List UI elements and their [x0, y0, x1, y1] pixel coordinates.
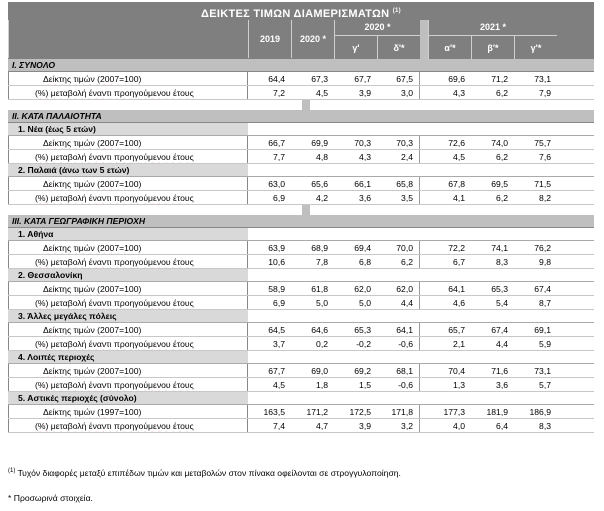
value-cell: 65,3	[354, 325, 371, 335]
subsection-new-label: 1. Νέα (έως 5 ετών)	[8, 123, 248, 135]
value-cell: 171,8	[377, 405, 420, 418]
table-title	[8, 2, 594, 20]
value-cell: 61,8	[311, 284, 328, 294]
value-cell: 70,3	[377, 136, 420, 149]
value-cell: 6,2	[496, 88, 508, 98]
row-label: Δείκτης τιμών (2007=100)	[43, 366, 142, 376]
header-2021-q2: β'*	[471, 36, 514, 59]
row-label: (%) μεταβολή έναντι προηγούμενου έτους	[35, 421, 194, 431]
row-label: (%) μεταβολή έναντι προηγούμενου έτους	[35, 339, 194, 349]
row-gap	[8, 205, 594, 215]
value-cell: 70,3	[354, 138, 371, 148]
value-cell: 7,9	[539, 88, 551, 98]
header-label-cell	[8, 20, 248, 58]
value-cell: 71,2	[491, 74, 508, 84]
value-cell: 4,5	[316, 88, 328, 98]
value-cell: 7,6	[539, 152, 551, 162]
value-cell: 75,7	[534, 138, 551, 148]
value-cell: 64,5	[268, 325, 285, 335]
row-label: (%) μεταβολή έναντι προηγούμενου έτους	[35, 257, 194, 267]
value-cell: 64,6	[311, 325, 328, 335]
value-cell: 65,6	[311, 179, 328, 189]
table-row	[8, 72, 594, 86]
value-cell: 4,5	[453, 152, 465, 162]
subsection-old-label: 2. Παλαιά (άνω των 5 ετών)	[8, 164, 248, 176]
table-row	[8, 136, 594, 150]
price-index-table	[8, 2, 594, 433]
value-cell: 4,2	[316, 193, 328, 203]
value-cell: 2,4	[377, 150, 420, 163]
row-label: Δείκτης τιμών (1997=100)	[43, 407, 142, 417]
value-cell: 63,0	[268, 179, 285, 189]
value-cell: 4,5	[273, 380, 285, 390]
footnote-provisional: * Προσωρινά στοιχεία.	[8, 493, 93, 503]
value-cell: 68,9	[311, 243, 328, 253]
value-cell: 73,1	[534, 366, 551, 376]
section-total: I. ΣΥΝΟΛΟ	[8, 59, 594, 72]
value-cell: 76,2	[534, 243, 551, 253]
row-label: (%) μεταβολή έναντι προηγούμενου έτους	[35, 88, 194, 98]
value-cell: 66,1	[354, 179, 371, 189]
value-cell: 8,3	[496, 257, 508, 267]
row-label: (%) μεταβολή έναντι προηγούμενου έτους	[35, 193, 194, 203]
value-cell: 5,9	[539, 339, 551, 349]
value-cell: 74,1	[491, 243, 508, 253]
header-group-2020	[334, 20, 420, 59]
table-header	[8, 20, 594, 59]
value-cell: 65,3	[491, 284, 508, 294]
header-2020-q4: δ'*	[377, 36, 420, 59]
value-cell: 65,8	[377, 177, 420, 190]
value-cell: 69,0	[311, 366, 328, 376]
header-2021-q3: γ'*	[514, 36, 557, 59]
subsection-thessaloniki	[8, 269, 594, 282]
value-cell: 4,8	[316, 152, 328, 162]
value-cell: 62,0	[354, 284, 371, 294]
value-cell: 3,9	[359, 421, 371, 431]
value-cell: 7,4	[273, 421, 285, 431]
row-label: (%) μεταβολή έναντι προηγούμενου έτους	[35, 152, 194, 162]
subsection-urban-label: 5. Αστικές περιοχές (σύνολο)	[8, 392, 248, 404]
value-cell: 8,2	[539, 193, 551, 203]
value-cell: 69,2	[354, 366, 371, 376]
value-cell: 181,9	[486, 407, 508, 417]
value-cell: 64,4	[268, 74, 285, 84]
value-cell: 65,7	[448, 325, 465, 335]
value-cell: 1,5	[359, 380, 371, 390]
value-cell: 0,2	[316, 339, 328, 349]
value-cell: -0,6	[377, 378, 420, 391]
value-cell: 3,0	[377, 86, 420, 99]
value-cell: 5,0	[316, 298, 328, 308]
value-cell: 177,3	[443, 407, 465, 417]
table-row	[8, 191, 594, 205]
row-label: Δείκτης τιμών (2007=100)	[43, 179, 142, 189]
subsection-new	[8, 123, 594, 136]
value-cell: 3,6	[359, 193, 371, 203]
value-cell: 66,7	[268, 138, 285, 148]
value-cell: 4,0	[453, 421, 465, 431]
value-cell: 6,4	[496, 421, 508, 431]
value-cell: -0,6	[377, 337, 420, 350]
subsection-other	[8, 351, 594, 364]
value-cell: 71,5	[534, 179, 551, 189]
value-cell: 64,1	[377, 323, 420, 336]
value-cell: 172,5	[349, 407, 371, 417]
header-spacer	[420, 20, 428, 59]
section-age: II. ΚΑΤΑ ΠΑΛΑΙΟΤΗΤΑ	[8, 110, 594, 123]
table-title-note: (1)	[392, 8, 401, 14]
table-row	[8, 419, 594, 433]
value-cell: 73,1	[534, 74, 551, 84]
value-cell: 5,7	[539, 380, 551, 390]
value-cell: 2,1	[453, 339, 465, 349]
table-row	[8, 150, 594, 164]
value-cell: 8,3	[539, 421, 551, 431]
value-cell: 4,6	[453, 298, 465, 308]
subsection-thessaloniki-label: 2. Θεσσαλονίκη	[8, 269, 248, 281]
value-cell: 3,7	[273, 339, 285, 349]
value-cell: 3,6	[496, 380, 508, 390]
value-cell: 6,2	[496, 152, 508, 162]
table-row	[8, 337, 594, 351]
value-cell: 1,3	[453, 380, 465, 390]
value-cell: 69,1	[534, 325, 551, 335]
value-cell: 6,9	[273, 298, 285, 308]
row-label: Δείκτης τιμών (2007=100)	[43, 284, 142, 294]
value-cell: 72,2	[448, 243, 465, 253]
value-cell: 171,2	[306, 407, 328, 417]
value-cell: 67,7	[354, 74, 371, 84]
value-cell: 69,5	[491, 179, 508, 189]
section-geo: III. ΚΑΤΑ ΓΕΩΓΡΑΦΙΚΗ ΠΕΡΙΟΧΗ	[8, 215, 594, 228]
value-cell: 4,3	[453, 88, 465, 98]
row-label: Δείκτης τιμών (2007=100)	[43, 74, 142, 84]
row-label: Δείκτης τιμών (2007=100)	[43, 243, 142, 253]
value-cell: 69,6	[448, 74, 465, 84]
value-cell: 71,6	[491, 366, 508, 376]
table-row	[8, 177, 594, 191]
table-row	[8, 296, 594, 310]
value-cell: 62,0	[377, 282, 420, 295]
value-cell: 4,3	[359, 152, 371, 162]
table-row	[8, 323, 594, 337]
value-cell: 67,5	[377, 72, 420, 85]
footnote-rounding-mark: (1)	[8, 468, 16, 474]
row-label: Δείκτης τιμών (2007=100)	[43, 325, 142, 335]
value-cell: 63,9	[268, 243, 285, 253]
value-cell: 6,2	[496, 193, 508, 203]
value-cell: 67,4	[534, 284, 551, 294]
table-row	[8, 405, 594, 419]
value-cell: 67,7	[268, 366, 285, 376]
value-cell: 68,1	[377, 364, 420, 377]
header-2021-q1: α'*	[444, 42, 456, 53]
value-cell: 69,4	[354, 243, 371, 253]
header-group-2021-title: 2021 *	[429, 20, 557, 36]
value-cell: 7,2	[273, 88, 285, 98]
row-label: Δείκτης τιμών (2007=100)	[43, 138, 142, 148]
value-cell: 186,9	[529, 407, 551, 417]
value-cell: 3,5	[377, 191, 420, 204]
value-cell: 74,0	[491, 138, 508, 148]
value-cell: 5,0	[359, 298, 371, 308]
value-cell: 4,7	[316, 421, 328, 431]
table-row	[8, 364, 594, 378]
subsection-cities-label: 3. Άλλες μεγάλες πόλεις	[8, 310, 248, 322]
subsection-other-label: 4. Λοιπές περιοχές	[8, 351, 248, 363]
value-cell: 67,3	[311, 74, 328, 84]
value-cell: 69,9	[311, 138, 328, 148]
footnote-rounding-text: Τυχόν διαφορές μεταξύ επιπέδων τιμών και μεταβολών στον πίνακα οφείλονται σε στρογγυλοποίηση.	[17, 468, 401, 478]
value-cell: 7,8	[316, 257, 328, 267]
value-cell: 70,0	[377, 241, 420, 254]
header-group-2021	[428, 20, 557, 59]
footnote-rounding	[8, 468, 401, 478]
header-2019: 2019	[248, 20, 291, 58]
value-cell: 8,7	[539, 298, 551, 308]
header-2020: 2020 *	[291, 20, 334, 58]
value-cell: 7,7	[273, 152, 285, 162]
value-cell: 4,4	[377, 296, 420, 309]
value-cell: 67,4	[491, 325, 508, 335]
value-cell: 6,9	[273, 193, 285, 203]
subsection-athens-label: 1. Αθήνα	[8, 228, 248, 240]
row-label: (%) μεταβολή έναντι προηγούμενου έτους	[35, 298, 194, 308]
table-row	[8, 378, 594, 392]
value-cell: 4,4	[496, 339, 508, 349]
value-cell: 64,1	[448, 284, 465, 294]
value-cell: 9,8	[539, 257, 551, 267]
subsection-cities	[8, 310, 594, 323]
value-cell: 5,4	[496, 298, 508, 308]
value-cell: 6,2	[377, 255, 420, 268]
value-cell: 70,4	[448, 366, 465, 376]
value-cell: 10,6	[268, 257, 285, 267]
table-row	[8, 241, 594, 255]
value-cell: 4,1	[453, 193, 465, 203]
table-row	[8, 86, 594, 100]
value-cell: 3,9	[359, 88, 371, 98]
header-group-2020-title: 2020 *	[335, 20, 420, 36]
row-label: (%) μεταβολή έναντι προηγούμενου έτους	[35, 380, 194, 390]
row-gap	[8, 100, 594, 110]
header-2020-q3: γ'	[352, 42, 360, 53]
table-title-text: ΔΕΙΚΤΕΣ ΤΙΜΩΝ ΔΙΑΜΕΡΙΣΜΑΤΩΝ	[201, 8, 390, 20]
subsection-athens	[8, 228, 594, 241]
table-row	[8, 255, 594, 269]
value-cell: -0,2	[356, 339, 371, 349]
value-cell: 163,5	[263, 407, 285, 417]
value-cell: 1,8	[316, 380, 328, 390]
value-cell: 6,7	[453, 257, 465, 267]
subsection-urban	[8, 392, 594, 405]
value-cell: 58,9	[268, 284, 285, 294]
value-cell: 3,2	[377, 419, 420, 432]
table-row	[8, 282, 594, 296]
value-cell: 67,8	[448, 179, 465, 189]
value-cell: 6,8	[359, 257, 371, 267]
value-cell: 72,6	[448, 138, 465, 148]
subsection-old	[8, 164, 594, 177]
